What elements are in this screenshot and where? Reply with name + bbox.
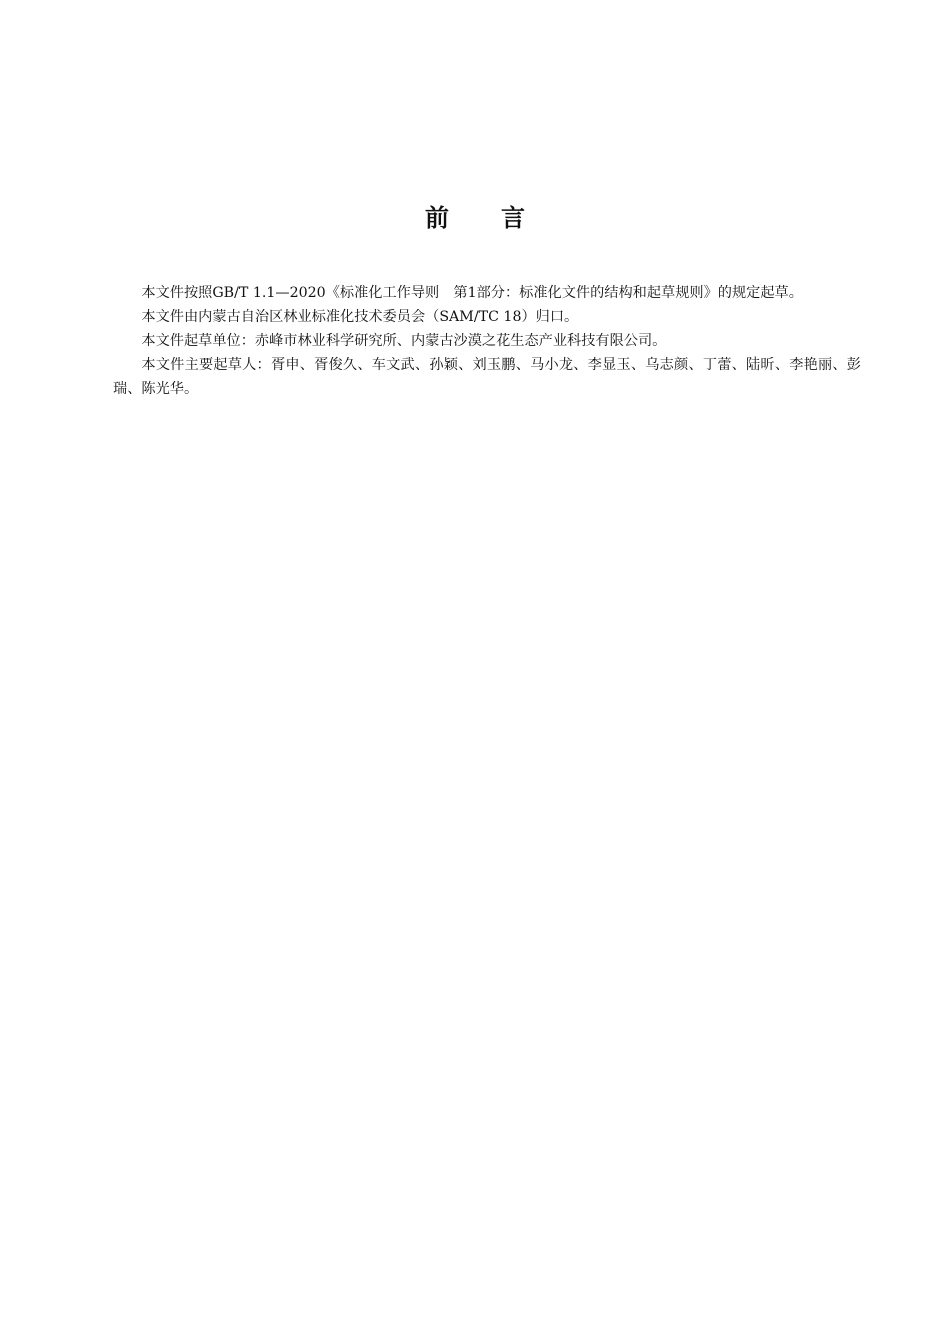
document-body bbox=[113, 281, 861, 401]
paragraph-drafters: 本文件主要起草人：胥申、胥俊久、车文武、孙颖、刘玉鹏、马小龙、李显玉、乌志颜、丁蕾、陆昕、李艳丽、彭瑞、陈光华。 bbox=[113, 357, 861, 397]
paragraph-drafting-units: 本文件起草单位：赤峰市林业科学研究所、内蒙古沙漠之花生态产业科技有限公司。 bbox=[141, 333, 667, 349]
page-title: 前言 bbox=[425, 204, 577, 232]
paragraph-committee: 本文件由内蒙古自治区林业标准化技术委员会（SAM/TC 18）归口。 bbox=[141, 309, 579, 325]
paragraph-drafting-rules: 本文件按照GB/T 1.1—2020《标准化工作导则 第1部分：标准化文件的结构和起草规则》的规定起草。 bbox=[141, 285, 803, 301]
